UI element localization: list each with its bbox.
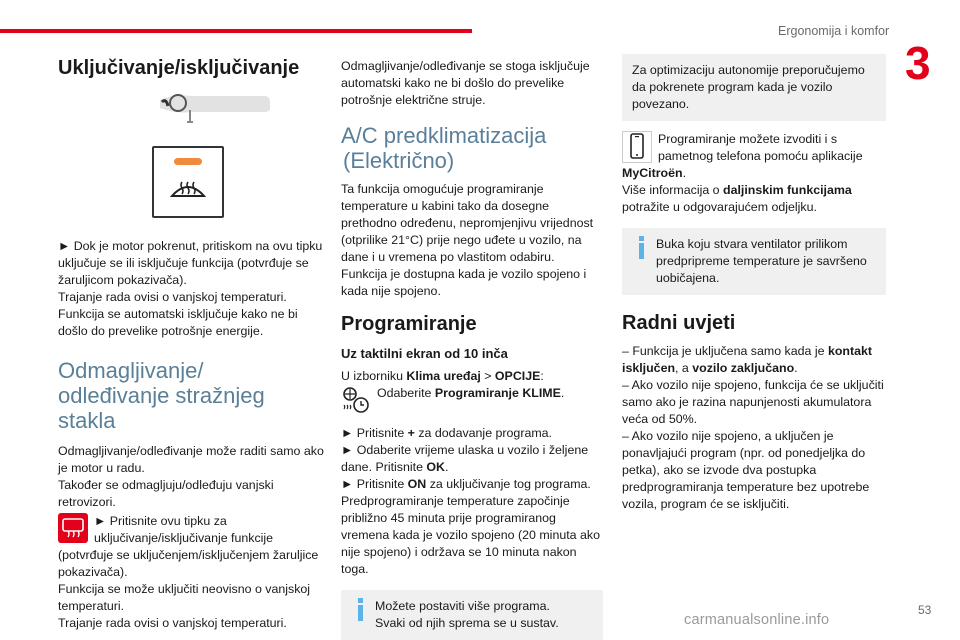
note-text: Buka koju stvara ventilator prilikom predpripreme temperature je savršeno uobičajena. xyxy=(656,237,867,285)
column-2 xyxy=(341,58,603,640)
menu-name: Programiranje KLIME xyxy=(434,386,561,400)
step xyxy=(341,425,603,442)
windscreen-demist-button xyxy=(152,146,224,218)
text: – Funkcija je uključena samo kada je xyxy=(622,344,828,358)
condition: – Ako vozilo nije spojeno, a uključen je ponavljajući program (npr. od ponedjeljka do petka), ako se izvode dva postupka predprogramiranja temperature bez upotrebe vozila, program će se isključiti. xyxy=(622,429,870,511)
section-title: Ergonomija i komfor xyxy=(778,24,890,38)
text: potražite u odgovarajućem odjeljku. xyxy=(622,200,817,214)
text: . xyxy=(794,361,798,375)
text: . xyxy=(445,460,449,474)
page-number: 53 xyxy=(918,603,932,617)
steering-wheel-icon xyxy=(152,90,272,130)
heading-rear-demist xyxy=(58,358,324,433)
menu-name: OPCIJE xyxy=(494,369,541,383)
chapter-number: 3 xyxy=(905,37,931,89)
text: U izborniku xyxy=(341,369,407,383)
autonomy-note: Za optimizaciju autonomije preporučujemo da pokrenete program kada je vozilo povezano. xyxy=(622,54,886,121)
keyword: OK xyxy=(426,460,445,474)
text: za uključivanje tog programa. xyxy=(426,477,591,491)
column-3 xyxy=(622,54,886,513)
heading-line: A/C predklimatizacija xyxy=(341,123,547,148)
text: Odaberite xyxy=(377,386,435,400)
paragraph: ► Dok je motor pokrenut, pritiskom na ovu tipku uključuje se ili isključuje funkcija (potvrđuje se žaruljicom pokazivača). xyxy=(58,239,323,287)
paragraph: Trajanje rada ovisi o vanjskoj temperaturi. xyxy=(58,290,287,304)
windscreen-demist-icon xyxy=(170,176,206,200)
keyword: kontakt isključen xyxy=(622,344,873,375)
select-text xyxy=(377,385,564,402)
rear-demist-button-icon xyxy=(58,513,88,543)
step xyxy=(341,476,603,493)
heading-line: odleđivanje stražnjeg xyxy=(58,383,265,408)
keyword: vozilo zaključano xyxy=(692,361,795,375)
app-name: MyCitroën xyxy=(622,166,683,180)
heading-ac-preconditioning xyxy=(341,123,603,173)
text: Programiranje možete izvoditi i s pametnog telefona pomoću aplikacije xyxy=(658,132,863,163)
text: : xyxy=(540,369,544,383)
paragraph: Ta funkcija omogućuje programiranje temperature u kabini tako da dosegne prethodno određenu, nepromjenjivu vrijednost (otprilike 21°C) prije nego uđete u vozilo, na dane i u vremena po vlastitom odabiru. xyxy=(341,182,594,264)
menu-name: Klima uređaj xyxy=(406,369,481,383)
menu-path xyxy=(341,368,603,385)
text: ► Pritisnite xyxy=(341,426,408,440)
rear-demist-instruction xyxy=(58,513,324,581)
smartphone-info xyxy=(622,131,886,216)
condition xyxy=(622,343,886,377)
paragraph: Funkcija se može uključiti neovisno o vanjskoj temperaturi. xyxy=(58,582,311,613)
text: > xyxy=(480,369,495,383)
paragraph: Odmagljivanje/odleđivanje se stoga isključuje automatski kako ne bi došlo do prevelike potrošnje električne struje. xyxy=(341,59,590,107)
paragraph: Odmagljivanje/odleđivanje može raditi samo ako je motor u radu. xyxy=(58,444,324,475)
condition: – Ako vozilo nije spojeno, funkcija će se uključiti samo ako je razina napunjenosti akumulatora veća od 50%. xyxy=(622,378,884,426)
text: , a xyxy=(675,361,693,375)
paragraph xyxy=(622,131,886,182)
heading-line: stakla xyxy=(58,408,116,433)
watermark: carmanualsonline.info xyxy=(684,612,830,628)
climate-app-icon xyxy=(341,385,371,415)
text: za dodavanje programa. xyxy=(414,426,552,440)
info-note xyxy=(622,228,886,295)
text: Više informacija o xyxy=(622,183,724,197)
subheading-touchscreen: Uz taktilni ekran od 10 inča xyxy=(341,346,508,361)
heading-programming: Programiranje xyxy=(341,313,477,335)
text: . xyxy=(682,166,687,180)
paragraph xyxy=(622,182,886,216)
paragraph: ► Pritisnite ovu tipku za uključivanje/isključivanje funkcije (potvrđuje se uključenjem/isključenjem žaruljice pokazivača). xyxy=(58,514,319,579)
column-1 xyxy=(58,56,324,637)
select-programming-row xyxy=(341,385,603,419)
paragraph: Funkcija se automatski isključuje kako ne bi došlo do prevelike potrošnje energije. xyxy=(58,307,298,338)
info-note xyxy=(341,590,603,640)
paragraph: Trajanje rada ovisi o vanjskoj temperaturi. xyxy=(58,616,287,630)
text: ► Odaberite vrijeme ulaska u vozilo i željene dane. Pritisnite xyxy=(341,443,589,474)
step xyxy=(341,442,603,476)
reference: daljinskim funkcijama xyxy=(723,183,852,197)
top-accent-bar xyxy=(0,29,472,33)
heading-line: (Električno) xyxy=(343,148,455,173)
note-text: Možete postaviti više programa. xyxy=(375,599,550,613)
note-text: Svaki od njih sprema se u sustav. xyxy=(375,616,559,630)
text: . xyxy=(560,386,565,400)
rear-demist-icon xyxy=(62,518,84,538)
paragraph: Predprogramiranje temperature započinje približno 45 minuta prije programiranog vremena kada je vozilo spojeno (20 minuta ako nije spojeno) i održava se 10 minuta nakon toga. xyxy=(341,494,600,576)
info-icon xyxy=(357,598,365,620)
paragraph: Funkcija je dostupna kada je vozilo spojeno i kada nije spojeno. xyxy=(341,267,587,298)
keyword: ON xyxy=(407,477,427,491)
text: ► Pritisnite xyxy=(341,477,408,491)
indicator-lamp xyxy=(174,158,202,165)
keyword: + xyxy=(407,426,415,440)
heading-line: Odmagljivanje/ xyxy=(58,358,204,383)
smartphone-icon xyxy=(622,131,652,163)
info-icon xyxy=(638,236,646,258)
heading-onoff: Uključivanje/isključivanje xyxy=(58,57,300,79)
heading-operating-conditions: Radni uvjeti xyxy=(622,312,736,334)
paragraph: Također se odmagljuju/odleđuju vanjski retrovizori. xyxy=(58,478,274,509)
